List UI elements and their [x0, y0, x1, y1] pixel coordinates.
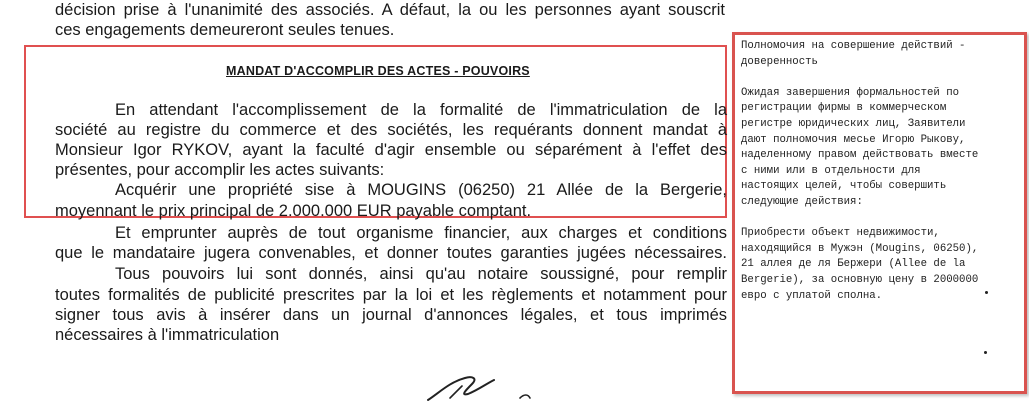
body-line-1: En attendant l'accomplissement de la formalité de l'immatriculation de la: [115, 101, 727, 119]
intro-line-1: décision prise à l'unanimité des associés. A défaut, la ou les personnes ayant souscrit: [55, 1, 725, 19]
intro-line-2: ces engagements demeureront seules tenues.: [55, 21, 395, 39]
speck-dot: [985, 291, 988, 294]
body-line-12: nécessaires à l'immatriculation: [55, 326, 280, 344]
body-line-9: Tous pouvoirs lui sont donnés, ainsi qu'au notaire soussigné, pour remplir: [115, 265, 727, 283]
body-line-8: que le mandataire jugera convenables, et donner toutes garanties jugées nécessaires.: [55, 244, 727, 262]
body-line-2: société au registre du commerce et des sociétés, les requérants donnent mandat à: [55, 121, 727, 139]
body-line-6: moyennant le prix principal de 2.000.000 EUR payable comptant.: [55, 202, 532, 220]
body-line-10: toutes formalités de publicité prescrites par la loi et les règlements et notamment pour: [55, 286, 727, 304]
translation-text: Полномочия на совершение действий - доверенность Ожидая завершения формальностей по регистрации фирмы в коммерческом регистре юридических лиц, Заявители дают полномочия месье Игорю Рыкову, наделенному правом действовать вместе с ними или в отдельности для настоящих целей, чтобы совершить следующие действия: Приобрести объект недвижимости, находящийся в Мужэн (Mougins, 06250), 21 аллея де ля Бержери (Allee de la Bergerie), за основную цену в 2000000 евро с уплатой сполна.: [741, 40, 979, 302]
body-line-11: signer tous avis à insérer dans un journal d'annonces légales, et tous imprimés: [55, 306, 727, 324]
body-line-7: Et emprunter auprès de tout organisme financier, aux charges et conditions: [115, 224, 727, 242]
section-title: MANDAT D'ACCOMPLIR DES ACTES - POUVOIRS: [226, 64, 530, 78]
body-line-5: Acquérir une propriété sise à MOUGINS (06250) 21 Allée de la Bergerie,: [115, 181, 727, 199]
body-line-4: présentes, pour accomplir les actes suivants:: [55, 161, 385, 179]
speck-dot: [984, 351, 987, 354]
body-line-3: Monsieur Igor RYKOV, ayant la faculté d'agir ensemble ou séparément à l'effet des: [55, 141, 727, 159]
signature-mark: [420, 372, 540, 402]
translation-box: [732, 32, 1027, 394]
